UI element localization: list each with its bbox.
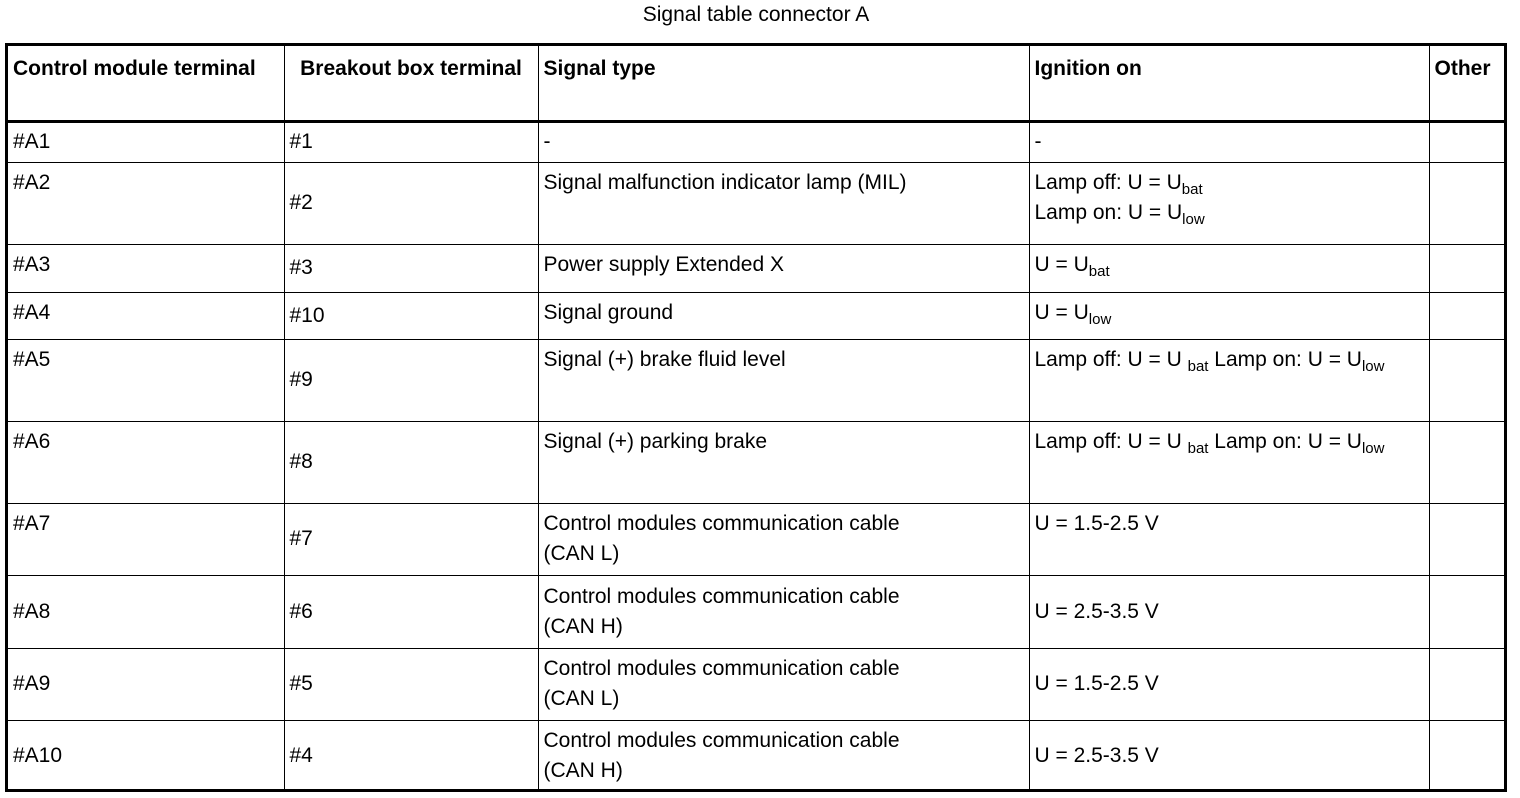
ignition-text: Lamp on: U = U	[1034, 200, 1183, 224]
signal-type-line: Control modules communication cable	[543, 511, 900, 535]
control-terminal-cell: #A3	[8, 244, 284, 292]
other-cell	[1429, 244, 1504, 292]
ignition-text: Lamp off: U = U	[1034, 429, 1188, 453]
breakout-terminal-cell: #7	[284, 503, 538, 575]
ignition-subscript: low	[1088, 310, 1112, 328]
breakout-terminal-cell: #4	[284, 720, 538, 792]
signal-type-cell: Signal malfunction indicator lamp (MIL)	[538, 162, 1029, 244]
other-cell	[1429, 575, 1504, 648]
ignition-on-cell	[1029, 339, 1429, 421]
other-cell	[1429, 720, 1504, 792]
ignition-subscript: low	[1182, 210, 1205, 228]
ignition-text: Lamp on: U = U	[1208, 429, 1362, 453]
ignition-on-cell	[1029, 244, 1429, 292]
ignition-on-cell: U = 2.5-3.5 V	[1029, 575, 1429, 648]
signal-table-frame	[5, 43, 1507, 792]
control-terminal-cell: #A10	[8, 720, 284, 792]
control-terminal-cell: #A4	[8, 292, 284, 339]
signal-type-cell: Signal (+) parking brake	[538, 421, 1029, 503]
breakout-terminal-cell: #2	[284, 162, 538, 244]
table-row	[8, 575, 1504, 648]
header-row	[8, 46, 1504, 121]
header-ignition-on: Ignition on	[1029, 46, 1429, 121]
ignition-on-cell: U = 1.5-2.5 V	[1029, 503, 1429, 575]
table-row	[8, 292, 1504, 339]
signal-type-line: Control modules communication cable	[543, 729, 900, 753]
ignition-text: Lamp off: U = U	[1034, 347, 1188, 371]
ignition-subscript: low	[1361, 439, 1385, 457]
signal-type-line: (CAN H)	[543, 614, 623, 638]
table-row	[8, 648, 1504, 720]
ignition-on-cell	[1029, 162, 1429, 244]
ignition-text: Lamp off: U = U	[1034, 170, 1182, 194]
ignition-subscript: low	[1361, 357, 1385, 375]
other-cell	[1429, 162, 1504, 244]
table-row	[8, 421, 1504, 503]
ignition-on-cell: U = 2.5-3.5 V	[1029, 720, 1429, 792]
signal-type-line: Control modules communication cable	[543, 584, 900, 608]
header-other: Other	[1429, 46, 1504, 121]
ignition-on-cell	[1029, 421, 1429, 503]
ignition-subscript: bat	[1187, 357, 1209, 375]
signal-type-cell	[538, 575, 1029, 648]
ignition-on-cell	[1029, 292, 1429, 339]
breakout-terminal-cell: #6	[284, 575, 538, 648]
breakout-terminal-cell: #9	[284, 339, 538, 421]
other-cell	[1429, 503, 1504, 575]
breakout-terminal-cell: #5	[284, 648, 538, 720]
breakout-terminal-cell: #3	[284, 244, 538, 292]
signal-type-cell	[538, 648, 1029, 720]
signal-type-cell	[538, 720, 1029, 792]
table-row	[8, 244, 1504, 292]
control-terminal-cell: #A7	[8, 503, 284, 575]
other-cell	[1429, 292, 1504, 339]
other-cell	[1429, 121, 1504, 162]
breakout-terminal-cell: #8	[284, 421, 538, 503]
signal-type-cell: -	[538, 121, 1029, 162]
header-breakout-box-terminal: Breakout box terminal	[284, 46, 538, 121]
table-title: Signal table connector A	[642, 3, 870, 26]
table-row	[8, 162, 1504, 244]
table-row	[8, 503, 1504, 575]
other-cell	[1429, 339, 1504, 421]
breakout-terminal-cell: #1	[284, 121, 538, 162]
signal-type-cell: Power supply Extended X	[538, 244, 1029, 292]
ignition-on-cell: U = 1.5-2.5 V	[1029, 648, 1429, 720]
signal-type-cell	[538, 503, 1029, 575]
ignition-subscript: bat	[1181, 180, 1203, 198]
header-signal-type: Signal type	[538, 46, 1029, 121]
control-terminal-cell: #A5	[8, 339, 284, 421]
signal-type-line: Control modules communication cable	[543, 657, 900, 680]
signal-type-cell: Signal ground	[538, 292, 1029, 339]
signal-table	[8, 46, 1504, 792]
other-cell	[1429, 648, 1504, 720]
signal-type-line: (CAN L)	[543, 541, 620, 565]
ignition-text: Lamp on: U = U	[1208, 347, 1362, 371]
control-terminal-cell: #A6	[8, 421, 284, 503]
control-terminal-cell: #A8	[8, 575, 284, 648]
control-terminal-cell: #A9	[8, 648, 284, 720]
control-terminal-cell: #A1	[8, 121, 284, 162]
signal-type-line: (CAN H)	[543, 759, 623, 783]
table-row	[8, 121, 1504, 162]
ignition-subscript: bat	[1187, 439, 1209, 457]
breakout-terminal-cell: #10	[284, 292, 538, 339]
control-terminal-cell: #A2	[8, 162, 284, 244]
ignition-on-cell: -	[1029, 121, 1429, 162]
ignition-subscript: bat	[1088, 262, 1110, 280]
ignition-text: U = U	[1034, 300, 1089, 324]
ignition-text: U = U	[1034, 252, 1089, 276]
signal-type-cell: Signal (+) brake fluid level	[538, 339, 1029, 421]
table-row	[8, 339, 1504, 421]
table-row	[8, 720, 1504, 792]
signal-type-line: (CAN L)	[543, 687, 620, 710]
other-cell	[1429, 421, 1504, 503]
header-control-module-terminal: Control module terminal	[8, 46, 284, 121]
